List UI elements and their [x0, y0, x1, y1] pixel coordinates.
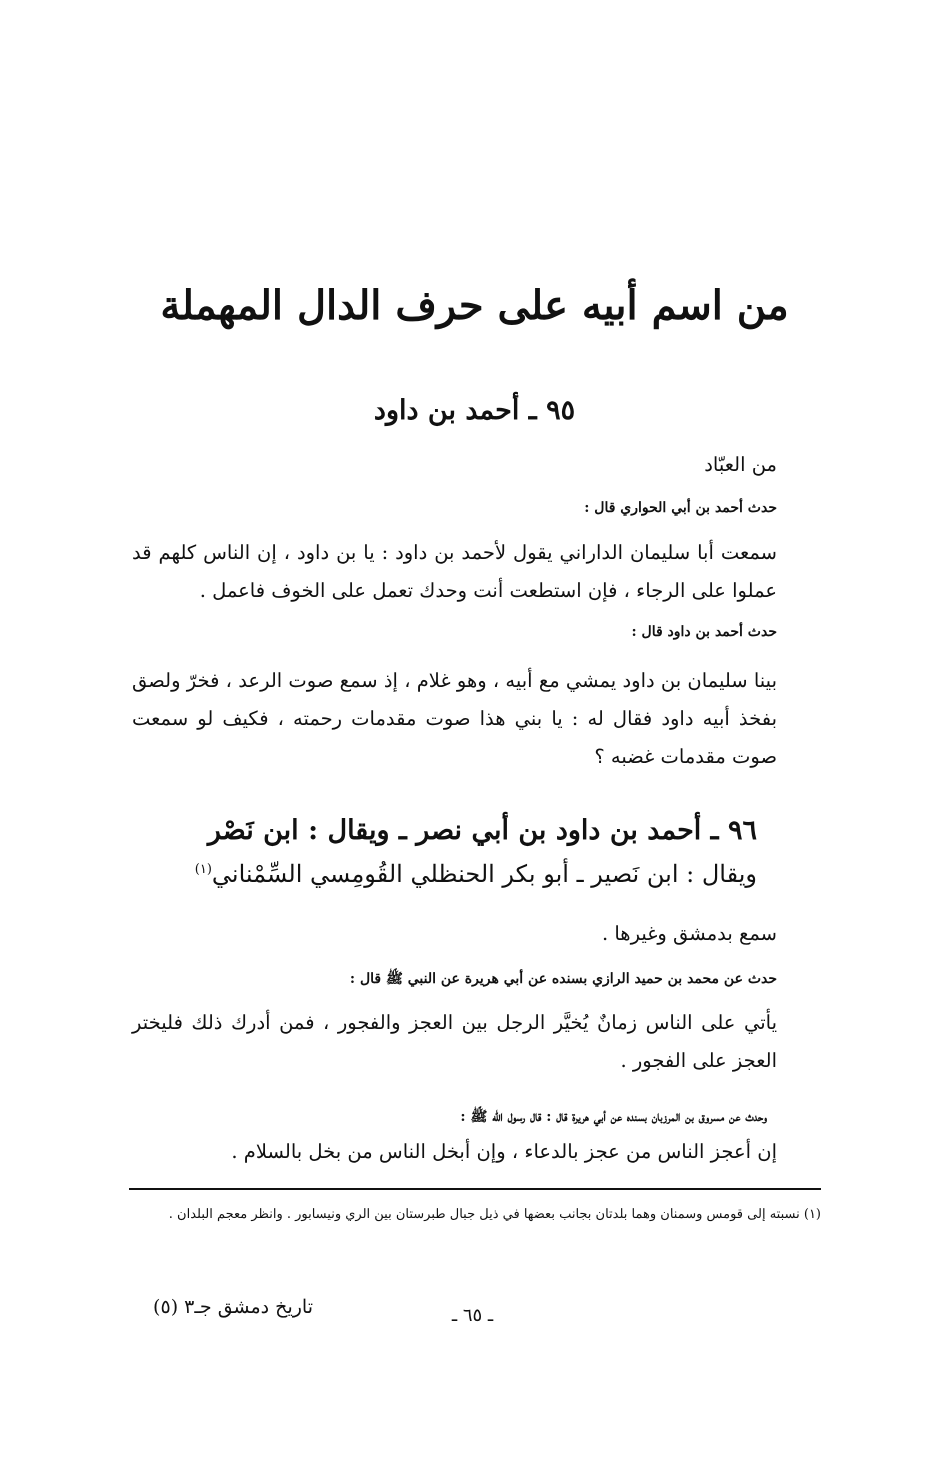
entry-95-isnad-2: حدث أحمد بن داود قال :	[631, 624, 777, 640]
entry-95-isnad-1: حدث أحمد بن أبي الحواري قال :	[584, 500, 777, 516]
entry-96-subtitle-text: ويقال : ابن نَصير ـ أبو بكر الحنظلي القُومِسي السِّمْناني	[211, 860, 757, 888]
page-number: ـ ٦٥ ـ	[451, 1305, 494, 1326]
entry-96-subtitle	[195, 860, 757, 888]
entry-96-text-2: إن أعجز الناس من عجز بالدعاء ، وإن أبخل الناس من بخل بالسلام .	[231, 1140, 777, 1163]
entry-95-text-2: بينا سليمان بن داود يمشي مع أبيه ، وهو غلام ، إذ سمع صوت الرعد ، فخرّ ولصق بفخذ أبيه داود فقال له : يا بني هذا صوت مقدمات رحمته ، فكيف لو سمعت صوت مقدمات غضبه ؟	[132, 669, 777, 768]
footnote: (١) نسبته إلى قومس وسمنان وهما بلدتان بجانب بعضها في ذيل جبال طبرستان بين الري ونيسابور . وانظر معجم البلدان .	[168, 1207, 821, 1222]
entry-95-title: ٩٥ ـ أحمد بن داود	[373, 395, 576, 426]
entry-95-intro: من العبّاد	[704, 453, 777, 476]
chapter-title: من اسم أبيه على حرف الدال المهملة	[160, 282, 789, 329]
entry-95-text-1: سمعت أبا سليمان الداراني يقول لأحمد بن داود : يا بن داود ، إن الناس كلهم قد عملوا على الرجاء ، فإن استطعت أنت وحدك تعمل على الخوف فاعمل .	[132, 541, 777, 602]
running-title: تاريخ دمشق جـ٣ (٥)	[153, 1296, 313, 1318]
footnote-rule	[129, 1188, 821, 1190]
entry-96-text-1: يأتي على الناس زمانٌ يُخيَّر الرجل بين العجز والفجور ، فمن أدرك ذلك فليختر العجز على الفجور .	[132, 1011, 777, 1072]
entry-96-isnad-2: وحدث عن مسروق بن المرزبان بسنده عن أبي هريرة قال : قال رسول الله ﷺ :	[460, 1109, 767, 1125]
entry-96-isnad-1: حدث عن محمد بن حميد الرازي بسنده عن أبي هريرة عن النبي ﷺ قال :	[349, 971, 777, 987]
footnote-marker: (١)	[194, 862, 212, 877]
entry-96-title: ٩٦ ـ أحمد بن داود بن أبي نصر ـ ويقال : ابن نَصْر	[207, 815, 757, 846]
entry-96-intro: سمع بدمشق وغيرها .	[601, 922, 777, 945]
